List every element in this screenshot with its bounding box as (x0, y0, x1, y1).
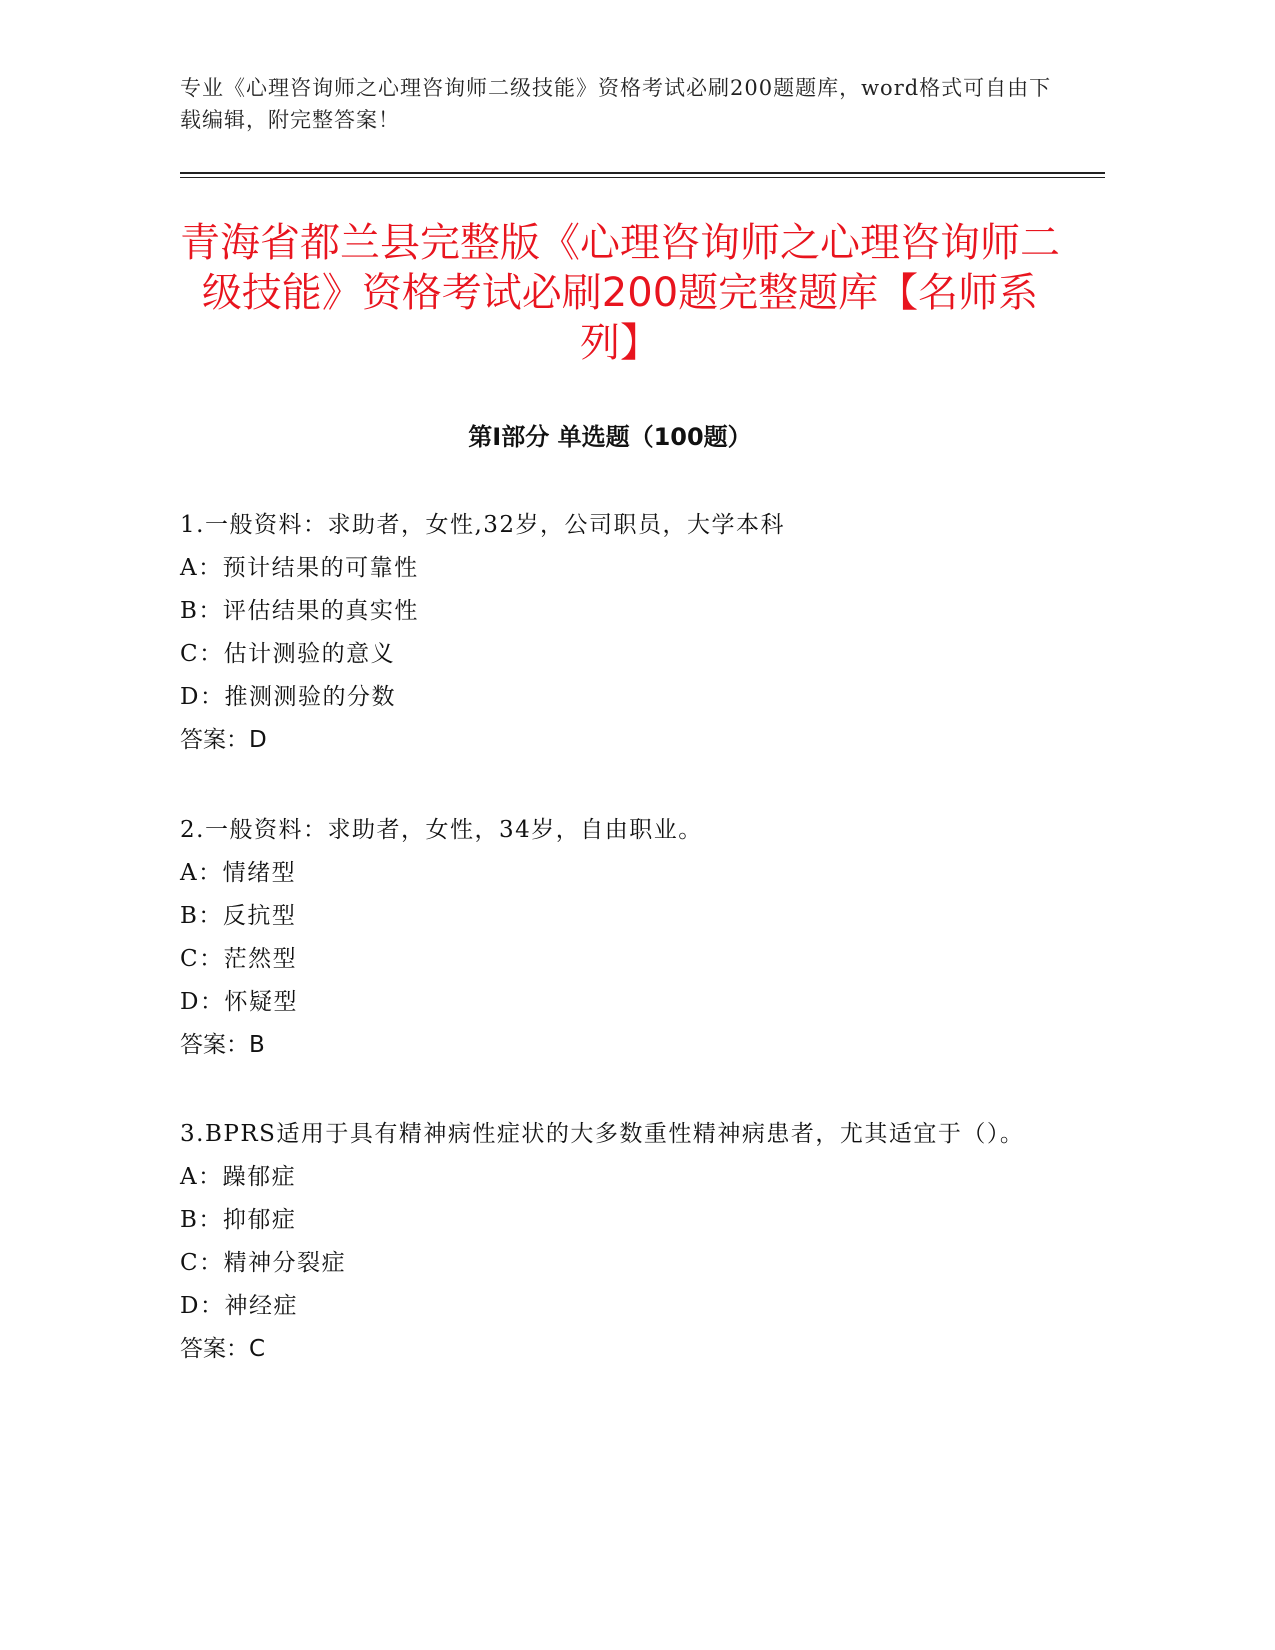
header-divider-thick (180, 172, 1105, 174)
document-title: 青海省都兰县完整版《心理咨询师之心理咨询师二级技能》资格考试必刷200题完整题库【名师系列】 (180, 220, 1060, 366)
option-d: D：怀疑型 (180, 989, 298, 1015)
answer: 答案：B (180, 1032, 265, 1058)
question-stem: 2.一般资料：求助者，女性，34岁，自由职业。 (180, 817, 703, 843)
question-stem: 3.BPRS适用于具有精神病性症状的大多数重性精神病患者，尤其适宜于（）。 (180, 1121, 1025, 1147)
question-1 (180, 504, 1060, 762)
header-divider-thin (180, 177, 1105, 178)
section-title: 第Ⅰ部分 单选题（100题） (468, 423, 752, 451)
header-note: 专业《心理咨询师之心理咨询师二级技能》资格考试必刷200题题库，word格式可自由下载编辑，附完整答案！ (180, 76, 1052, 132)
option-a: A：预计结果的可靠性 (180, 555, 419, 581)
option-b: B：反抗型 (180, 903, 297, 929)
option-d: D：神经症 (180, 1293, 298, 1319)
answer: 答案：C (180, 1336, 266, 1362)
option-c: C：茫然型 (180, 946, 298, 972)
question-stem: 1.一般资料：求助者，女性,32岁，公司职员，大学本科 (180, 512, 786, 538)
question-2 (180, 809, 1060, 1067)
option-a: A：情绪型 (180, 860, 297, 886)
option-d: D：推测测验的分数 (180, 684, 396, 710)
option-a: A：躁郁症 (180, 1164, 297, 1190)
option-b: B：抑郁症 (180, 1207, 297, 1233)
question-3 (180, 1113, 1060, 1371)
option-c: C：估计测验的意义 (180, 641, 396, 667)
answer: 答案：D (180, 727, 267, 753)
option-c: C：精神分裂症 (180, 1250, 347, 1276)
option-b: B：评估结果的真实性 (180, 598, 419, 624)
